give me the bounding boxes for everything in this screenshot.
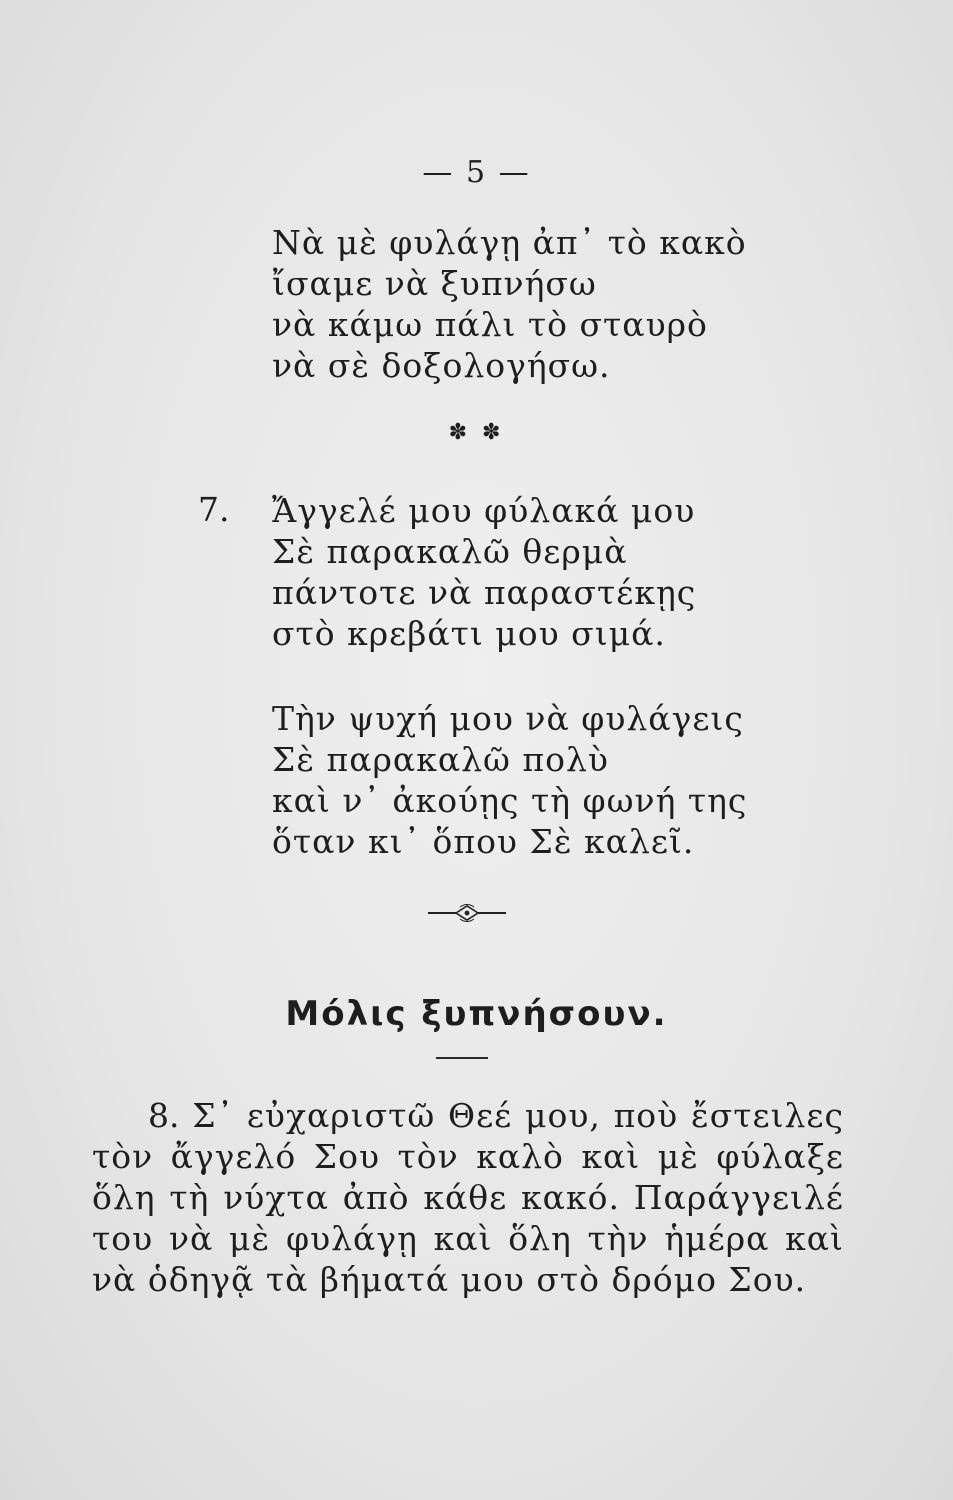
verse-line: Ἄγγελέ μου φύλακά μου [272,491,696,530]
verse-line: ὅταν κι᾽ ὅπου Σὲ καλεῖ. [272,822,695,861]
verse-line: Τὴν ψυχή μου νὰ φυλάγεις [272,699,744,738]
stanza-continuation [272,222,747,386]
poem-7-stanza-1 [272,490,696,654]
prayer-number: 8. [148,1096,180,1135]
poem-number: 7. [198,490,230,529]
section-title: Μόλις ξυπνήσουν. [285,994,668,1034]
ornament-divider-icon [426,902,508,928]
verse-line: ἴσαμε νὰ ξυπνήσω [272,264,597,303]
verse-line: Σὲ παρακαλῶ πολὺ [272,740,609,779]
poem-7-stanza-2 [272,698,747,862]
verse-line: καὶ ν᾽ ἀκούῃς τὴ φωνή της [272,781,748,820]
asterism-separator: ✽ ✽ [448,420,505,445]
verse-line: νὰ κάμω πάλι τὸ σταυρὸ [272,305,708,344]
page-number: — 5 — [422,155,531,190]
prayer-text: Σ᾽ εὐχαριστῶ Θεέ μου, ποὺ ἔστειλες τὸν ἄγγελό Σου τὸν καλὸ καὶ μὲ φύλαξε ὅλη τὴ νύχτα ἀπὸ κάθε κακό. Παράγγειλέ του νὰ μὲ φυλάγῃ καὶ ὅλη τὴν ἡμέρα καὶ νὰ ὁδηγᾷ τὰ βήματά μου στὸ δρόμο Σου. [92,1096,844,1299]
prayer-8-paragraph [92,1095,844,1300]
title-underline [436,1057,488,1059]
verse-line: στὸ κρεβάτι μου σιμά. [272,614,666,653]
verse-line: νὰ σὲ δοξολογήσω. [272,346,611,385]
verse-line: Σὲ παρακαλῶ θερμὰ [272,532,628,571]
verse-line: Νὰ μὲ φυλάγῃ ἀπ᾽ τὸ κακὸ [272,223,747,262]
verse-line: πάντοτε νὰ παραστέκῃς [272,573,697,612]
